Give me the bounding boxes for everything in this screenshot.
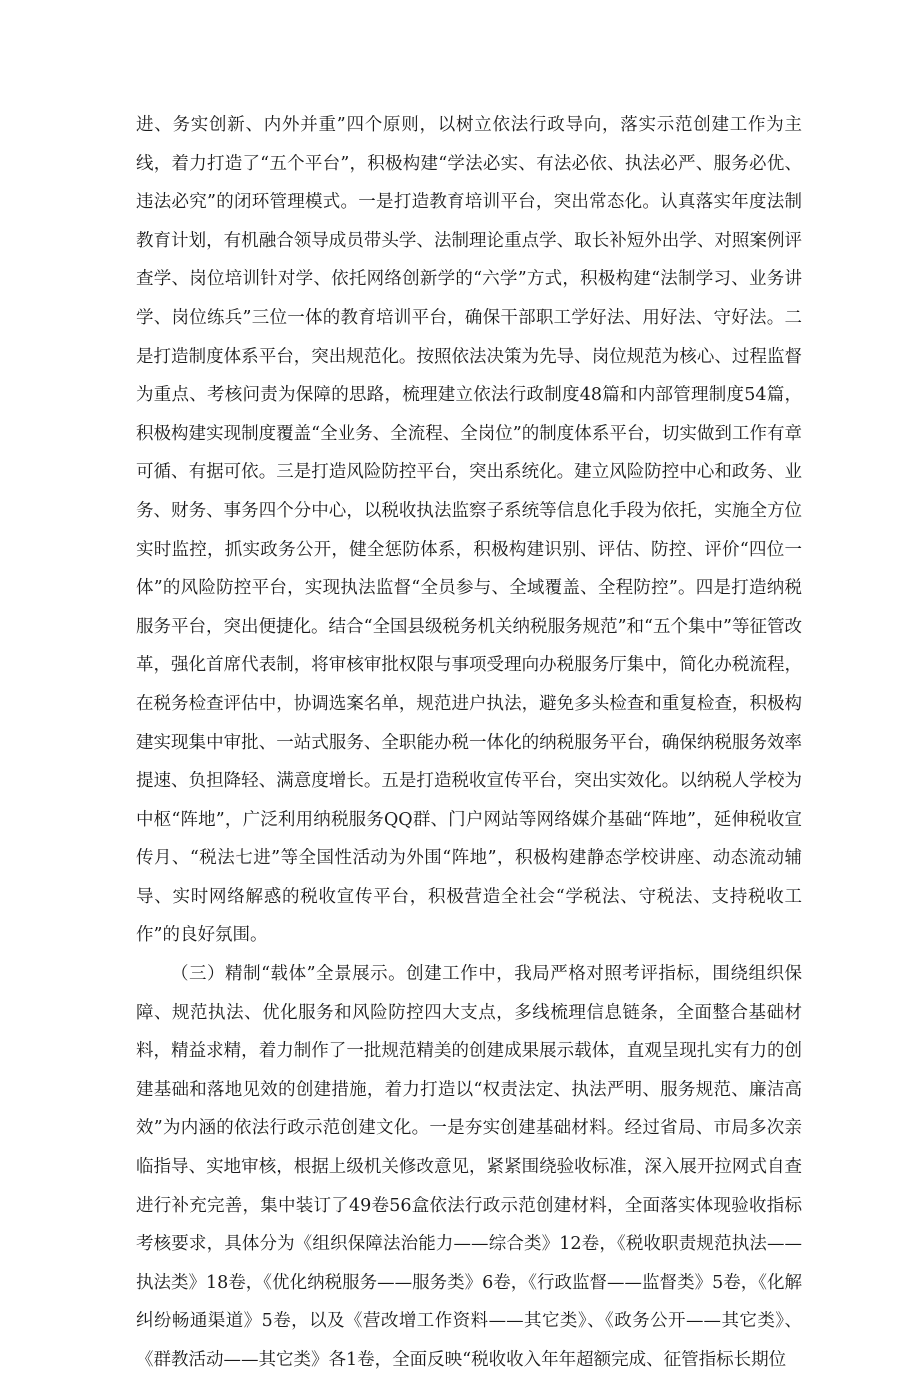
paragraph-section-three: （三）精制“载体”全景展示。创建工作中，我局严格对照考评指标，围绕组织保障、规范执法、优化服务和风险防控四大支点，多线梳理信息链条，全面整合基础材料，精益求精，着力制作了一批规范精美的创建成果展示载体，直观呈现扎实有力的创建基础和落地见效的创建措施，着力打造以“权责法定、执法严明、服务规范、廉洁高效”为内涵的依法行政示范创建文化。一是夯实创建基础材料。经过省局、市局多次亲临指导、实地审核，根据上级机关修改意见，紧紧围绕验收标准，深入展开拉网式自查进行补充完善，集中装订了49卷56盒依法行政示范创建材料，全面落实体现验收指标考核要求，具体分为《组织保障法治能力——综合类》12卷，《税收职责规范执法——执法类》18卷，《优化纳税服务——服务类》6卷，《行政监督——监督类》5卷，《化解纠纷畅通渠道》5卷，以及《营改增工作资料——其它类》、《政务公开——其它类》、《群教活动——其它类》各1卷，全面反映“税收收入年年超额完成、征管指标长期位 (136, 964, 802, 1370)
paragraph-five-platforms: 进、务实创新、内外并重”四个原则，以树立依法行政导向，落实示范创建工作为主线，着力打造了“五个平台”，积极构建“学法必实、有法必依、执法必严、服务必优、违法必究”的闭环管理模式。一是打造教育培训平台，突出常态化。认真落实年度法制教育计划，有机融合领导成员带头学、法制理论重点学、取长补短外出学、对照案例评查学、岗位培训针对学、依托网络创新学的“六学”方式，积极构建“法制学习、业务讲学、岗位练兵”三位一体的教育培训平台，确保干部职工学好法、用好法、守好法。二是打造制度体系平台，突出规范化。按照依法决策为先导、岗位规范为核心、过程监督为重点、考核问责为保障的思路，梳理建立依法行政制度48篇和内部管理制度54篇，积极构建实现制度覆盖“全业务、全流程、全岗位”的制度体系平台，切实做到工作有章可循、有据可依。三是打造风险防控平台，突出系统化。建立风险防控中心和政务、业务、财务、事务四个分中心，以税收执法监察子系统等信息化手段为依托，实施全方位实时监控，抓实政务公开，健全惩防体系，积极构建识别、评估、防控、评价“四位一体”的风险防控平台，实现执法监督“全员参与、全域覆盖、全程防控”。四是打造纳税服务平台，突出便捷化。结合“全国县级税务机关纳税服务规范”和“五个集中”等征管改革，强化首席代表制，将审核审批权限与事项受理向办税服务厅集中，简化办税流程，在税务检查评估中，协调选案名单，规范进户执法，避免多头检查和重复检查，积极构建实现集中审批、一站式服务、全职能办税一体化的纳税服务平台，确保纳税服务效率提速、负担降轻、满意度增长。五是打造税收宣传平台，突出实效化。以纳税人学校为中枢“阵地”，广泛利用纳税服务QQ群、门户网站等网络媒介基础“阵地”，延伸税收宣传月、“税法七进”等全国性活动为外围“阵地”，积极构建静态学校讲座、动态流动辅导、实时网络解惑的税收宣传平台，积极营造全社会“学税法、守税法、支持税收工作”的良好氛围。 (136, 115, 802, 946)
document-body (136, 106, 802, 1380)
